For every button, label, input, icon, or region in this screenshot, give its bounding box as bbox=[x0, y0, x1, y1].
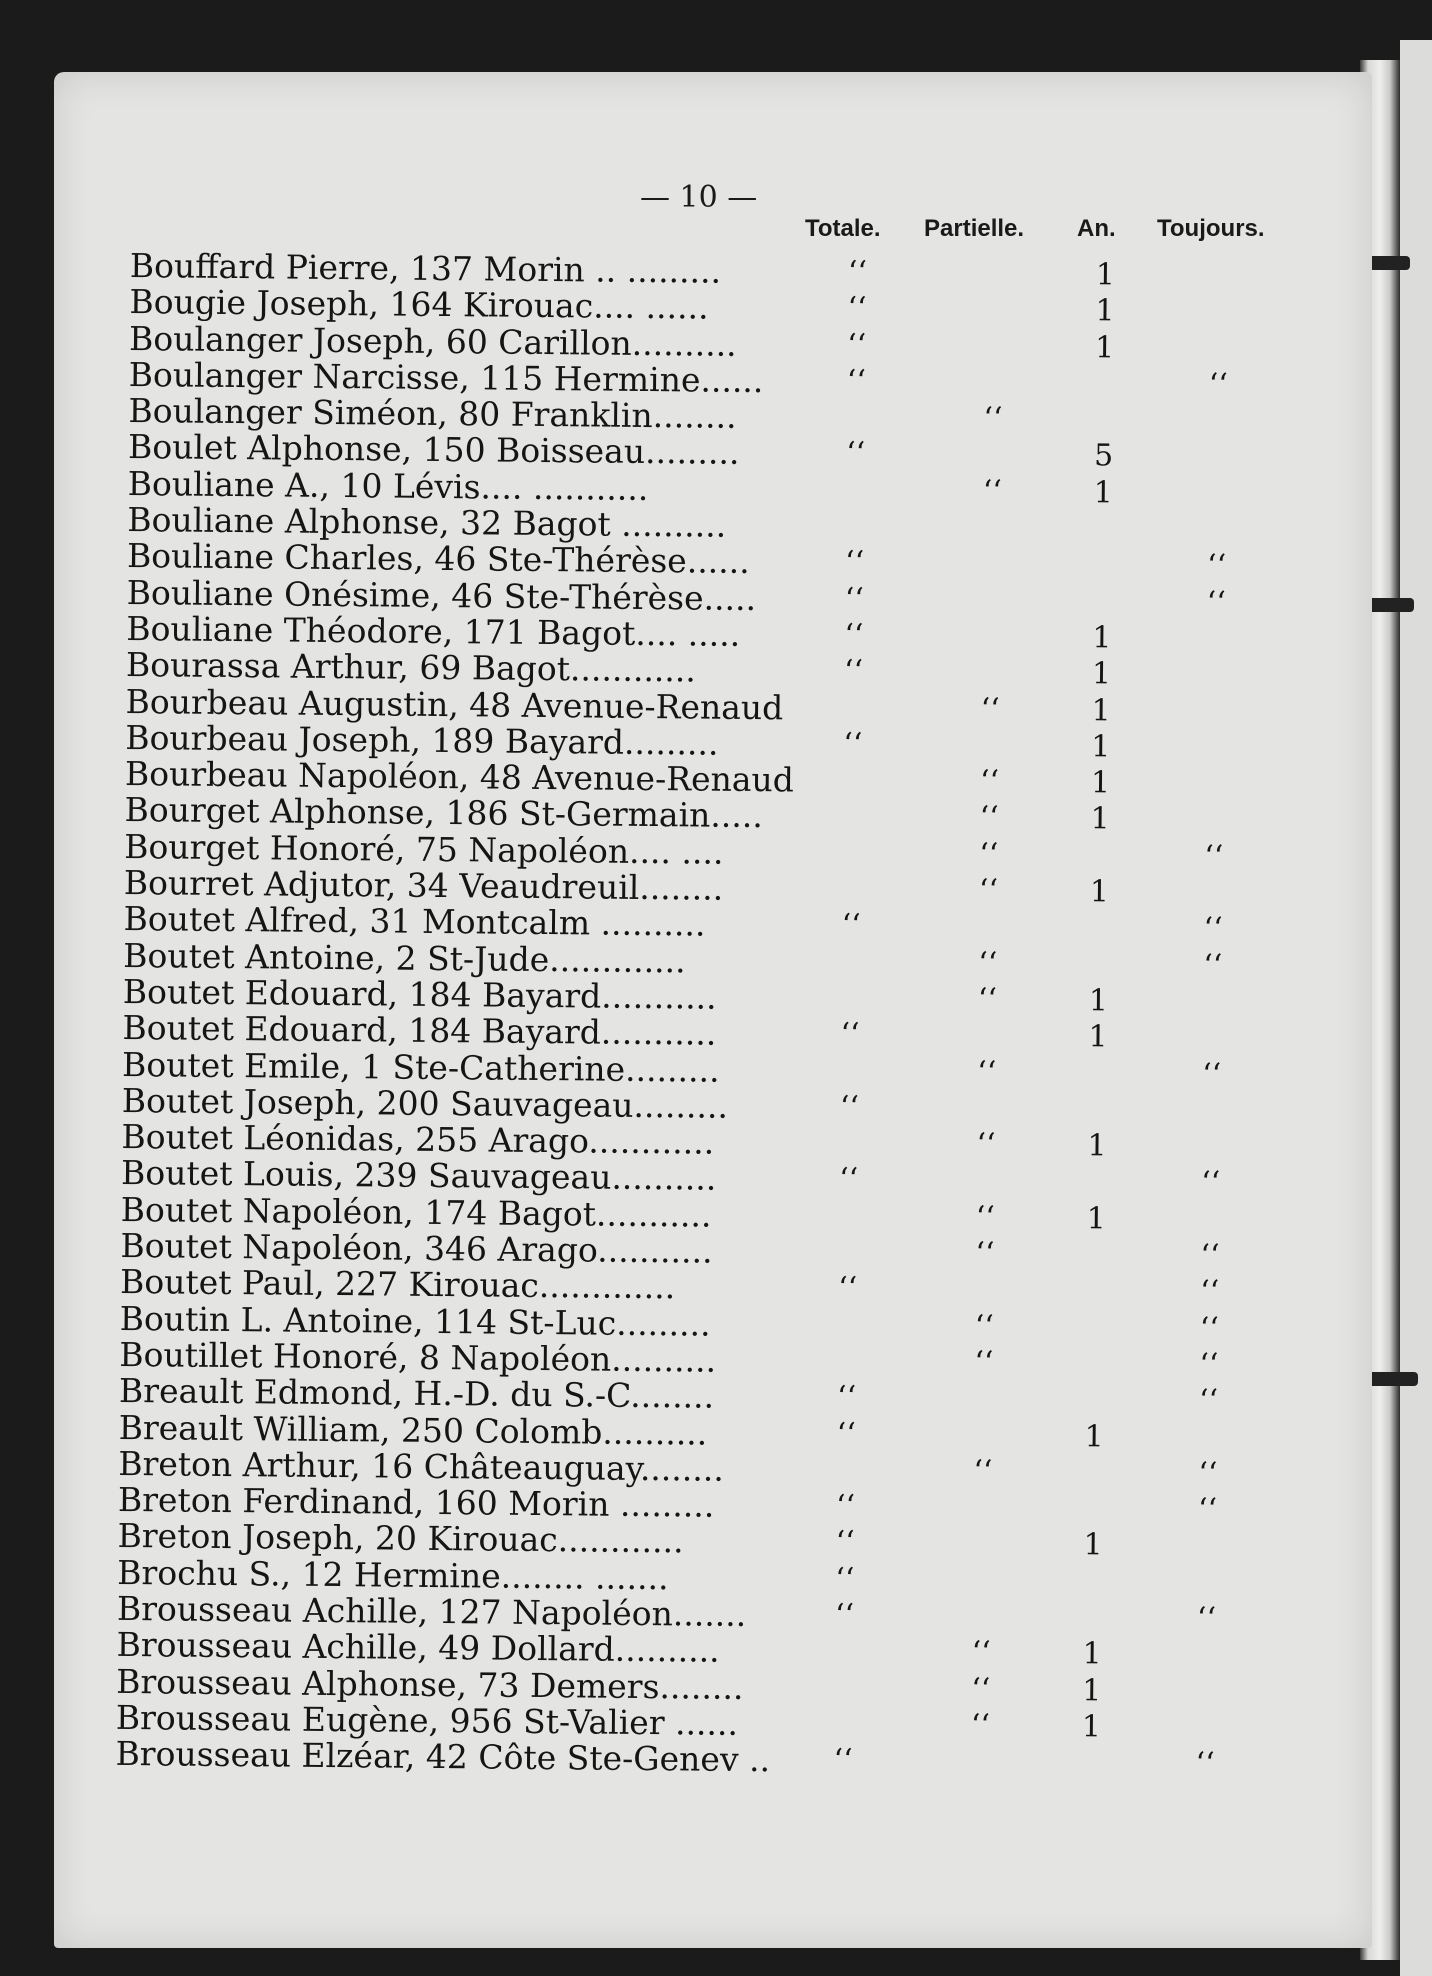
cell-partielle: ‘‘ bbox=[977, 982, 998, 1018]
entry-name-address: Bourbeau Augustin, 48 Avenue-Renaud bbox=[125, 681, 784, 727]
cell-partielle: ‘‘ bbox=[973, 1453, 993, 1490]
entry-name-address: Boulanger Siméon, 80 Franklin........ bbox=[128, 391, 737, 437]
cell-partielle: ‘‘ bbox=[983, 401, 1003, 437]
cell-totale: ‘‘ bbox=[836, 1416, 856, 1452]
entry-name-address: Boutet Léonidas, 255 Arago............ bbox=[121, 1117, 715, 1162]
entry-name-address: Bourbeau Joseph, 189 Bayard......... bbox=[125, 717, 719, 763]
cell-toujours: ‘‘ bbox=[1208, 367, 1228, 403]
entry-name-address: Bougie Joseph, 164 Kirouac.... ...... bbox=[129, 282, 709, 327]
cell-an: 1 bbox=[1081, 1709, 1102, 1745]
column-header-an: An. bbox=[1077, 215, 1116, 242]
entry-name-address: Boutet Napoléon, 174 Bagot........... bbox=[120, 1189, 712, 1235]
cell-totale: ‘‘ bbox=[835, 1488, 856, 1525]
cell-toujours: ‘‘ bbox=[1203, 911, 1223, 947]
cell-an: 1 bbox=[1090, 765, 1111, 801]
cell-totale: ‘‘ bbox=[846, 363, 866, 399]
cell-an: 1 bbox=[1088, 983, 1109, 1019]
cell-totale: ‘‘ bbox=[847, 254, 868, 291]
cell-an: 1 bbox=[1084, 1418, 1104, 1454]
cell-totale: ‘‘ bbox=[836, 1380, 857, 1416]
entry-name-address: Bourbeau Napoléon, 48 Avenue-Renaud bbox=[124, 754, 795, 800]
cell-totale: ‘‘ bbox=[844, 545, 865, 581]
cell-partielle: ‘‘ bbox=[979, 764, 1000, 800]
subscriber-list bbox=[115, 248, 1330, 1784]
cell-partielle: ‘‘ bbox=[978, 873, 999, 909]
entry-name-address: Boutin L. Antoine, 114 St-Luc......... bbox=[119, 1298, 711, 1344]
cell-toujours: ‘‘ bbox=[1199, 1347, 1219, 1383]
cell-an: 1 bbox=[1092, 620, 1112, 656]
entry-name-address: Brousseau Alphonse, 73 Demers........ bbox=[116, 1661, 744, 1707]
cell-partielle: ‘‘ bbox=[974, 1345, 994, 1381]
cell-partielle: ‘‘ bbox=[975, 1236, 995, 1272]
cell-toujours: ‘‘ bbox=[1198, 1383, 1219, 1419]
entry-name-address: Boutet Alfred, 31 Montcalm .......... bbox=[123, 899, 706, 944]
cell-an: 1 bbox=[1087, 1128, 1107, 1164]
cell-an: 1 bbox=[1082, 1636, 1102, 1672]
cell-partielle: ‘‘ bbox=[982, 473, 1002, 510]
cell-toujours: ‘‘ bbox=[1200, 1238, 1220, 1274]
cell-totale: ‘‘ bbox=[837, 1271, 858, 1307]
cell-an: 1 bbox=[1086, 1200, 1106, 1237]
entry-name-address: Brousseau Elzéar, 42 Côte Ste-Genev .. bbox=[115, 1734, 771, 1780]
cell-totale: ‘‘ bbox=[839, 1089, 860, 1125]
cell-an: 1 bbox=[1089, 874, 1110, 910]
entry-name-address: Breton Joseph, 20 Kirouac............ bbox=[117, 1516, 684, 1561]
cell-partielle: ‘‘ bbox=[979, 836, 999, 873]
cell-totale: ‘‘ bbox=[841, 908, 861, 944]
entry-name-address: Breault Edmond, H.-D. du S.-C........ bbox=[118, 1371, 715, 1416]
cell-totale: ‘‘ bbox=[838, 1162, 859, 1198]
cell-an: 1 bbox=[1091, 729, 1111, 765]
entry-name-address: Bouffard Pierre, 137 Morin .. ......... bbox=[129, 246, 722, 291]
cell-partielle: ‘‘ bbox=[976, 1054, 997, 1090]
entry-name-address: Bourget Alphonse, 186 St-Germain..... bbox=[124, 790, 764, 836]
entry-name-address: Boulet Alphonse, 150 Boisseau......... bbox=[127, 427, 740, 473]
cell-an: 1 bbox=[1088, 1019, 1108, 1055]
entry-name-address: Boutet Emile, 1 Ste-Catherine......... bbox=[121, 1044, 720, 1090]
entry-name-address: Boutet Napoléon, 346 Arago........... bbox=[120, 1225, 713, 1271]
entry-name-address: Brochu S., 12 Hermine........ ....... bbox=[117, 1552, 669, 1597]
entry-name-address: Boutet Antoine, 2 St-Jude............. bbox=[123, 935, 686, 981]
cell-toujours: ‘‘ bbox=[1204, 839, 1224, 875]
adjacent-page-edge bbox=[1400, 40, 1432, 1976]
column-header-toujours: Toujours. bbox=[1157, 215, 1265, 242]
cell-an: 1 bbox=[1091, 692, 1111, 728]
cell-totale: ‘‘ bbox=[843, 654, 864, 690]
cell-partielle: ‘‘ bbox=[976, 1127, 996, 1163]
entry-name-address: Brousseau Achille, 49 Dollard.......... bbox=[116, 1625, 720, 1671]
cell-partielle: ‘‘ bbox=[971, 1635, 991, 1671]
cell-toujours: ‘‘ bbox=[1199, 1274, 1220, 1310]
cell-partielle: ‘‘ bbox=[971, 1671, 991, 1707]
cell-totale: ‘‘ bbox=[846, 327, 867, 363]
entry-name-address: Bourget Honoré, 75 Napoléon.... .... bbox=[124, 826, 724, 872]
cell-an: 1 bbox=[1093, 475, 1113, 511]
cell-totale: ‘‘ bbox=[843, 726, 863, 762]
cell-partielle: ‘‘ bbox=[979, 800, 999, 836]
entry-name-address: Breton Ferdinand, 160 Morin ......... bbox=[117, 1480, 715, 1525]
cell-an: 1 bbox=[1083, 1527, 1103, 1563]
cell-toujours: ‘‘ bbox=[1195, 1746, 1215, 1782]
cell-totale: ‘‘ bbox=[834, 1597, 855, 1633]
cell-totale: ‘‘ bbox=[845, 436, 866, 472]
cell-partielle: ‘‘ bbox=[974, 1308, 994, 1344]
cell-totale: ‘‘ bbox=[833, 1742, 853, 1779]
cell-partielle: ‘‘ bbox=[978, 945, 998, 981]
cell-an: 1 bbox=[1091, 656, 1112, 692]
cell-toujours: ‘‘ bbox=[1198, 1456, 1218, 1492]
cell-an: 5 bbox=[1093, 438, 1114, 474]
cell-toujours: ‘‘ bbox=[1201, 1056, 1222, 1093]
cell-toujours: ‘‘ bbox=[1200, 1165, 1221, 1201]
entry-name-address: Bouliane Onésime, 46 Ste-Thérèse..... bbox=[126, 572, 757, 618]
cell-toujours: ‘‘ bbox=[1206, 548, 1227, 584]
cell-an: 1 bbox=[1090, 801, 1110, 837]
entry-name-address: Boutet Edouard, 184 Bayard........... bbox=[122, 1008, 717, 1053]
cell-partielle: ‘‘ bbox=[980, 691, 1000, 727]
entry-name-address: Bouliane Alphonse, 32 Bagot .......... bbox=[127, 500, 727, 545]
cell-totale: ‘‘ bbox=[844, 581, 864, 617]
entry-name-address: Boulanger Joseph, 60 Carillon.......... bbox=[128, 318, 737, 364]
entry-name-address: Boutet Joseph, 200 Sauvageau......... bbox=[121, 1080, 729, 1126]
cell-partielle: ‘‘ bbox=[975, 1199, 995, 1236]
cell-totale: ‘‘ bbox=[835, 1561, 855, 1597]
cell-toujours: ‘‘ bbox=[1197, 1492, 1218, 1528]
cell-toujours: ‘‘ bbox=[1206, 585, 1226, 621]
entry-name-address: Boutillet Honoré, 8 Napoléon.......... bbox=[119, 1334, 717, 1380]
cell-an: 1 bbox=[1082, 1672, 1102, 1708]
column-header-partielle: Partielle. bbox=[924, 215, 1025, 242]
cell-toujours: ‘‘ bbox=[1196, 1601, 1217, 1637]
cell-totale: ‘‘ bbox=[847, 291, 867, 327]
entry-name-address: Breault William, 250 Colomb.......... bbox=[118, 1407, 708, 1453]
cell-partielle: ‘‘ bbox=[970, 1708, 991, 1744]
entry-name-address: Bouliane Théodore, 171 Bagot.... ..... bbox=[126, 608, 741, 654]
cell-toujours: ‘‘ bbox=[1199, 1310, 1219, 1347]
entry-name-address: Breton Arthur, 16 Châteauguay........ bbox=[118, 1443, 725, 1489]
entry-name-address: Boutet Edouard, 184 Bayard........... bbox=[122, 971, 717, 1017]
entry-name-address: Bouliane A., 10 Lévis.... ........... bbox=[127, 463, 649, 508]
cell-an: 1 bbox=[1095, 293, 1115, 329]
cell-toujours: ‘‘ bbox=[1202, 947, 1223, 984]
page-number: — 10 — bbox=[640, 180, 758, 215]
cell-totale: ‘‘ bbox=[840, 1017, 860, 1053]
entry-name-address: Bourret Adjutor, 34 Veaudreuil........ bbox=[123, 863, 724, 908]
entry-name-address: Boutet Paul, 227 Kirouac............. bbox=[119, 1262, 676, 1307]
cell-an: 1 bbox=[1095, 257, 1116, 293]
entry-name-address: Boulanger Narcisse, 115 Hermine...... bbox=[128, 354, 764, 400]
cell-totale: ‘‘ bbox=[844, 617, 864, 654]
entry-name-address: Brousseau Eugène, 956 St-Valier ...... bbox=[115, 1697, 739, 1743]
entry-name-address: Bouliane Charles, 46 Ste-Thérèse...... bbox=[126, 536, 750, 582]
entry-name-address: Brousseau Achille, 127 Napoléon....... bbox=[116, 1588, 747, 1634]
entry-name-address: Boutet Louis, 239 Sauvageau.......... bbox=[120, 1153, 717, 1199]
entry-name-address: Bourassa Arthur, 69 Bagot............ bbox=[125, 645, 697, 690]
cell-an: 1 bbox=[1094, 329, 1115, 366]
column-header-totale: Totale. bbox=[805, 215, 881, 242]
cell-totale: ‘‘ bbox=[835, 1525, 855, 1561]
